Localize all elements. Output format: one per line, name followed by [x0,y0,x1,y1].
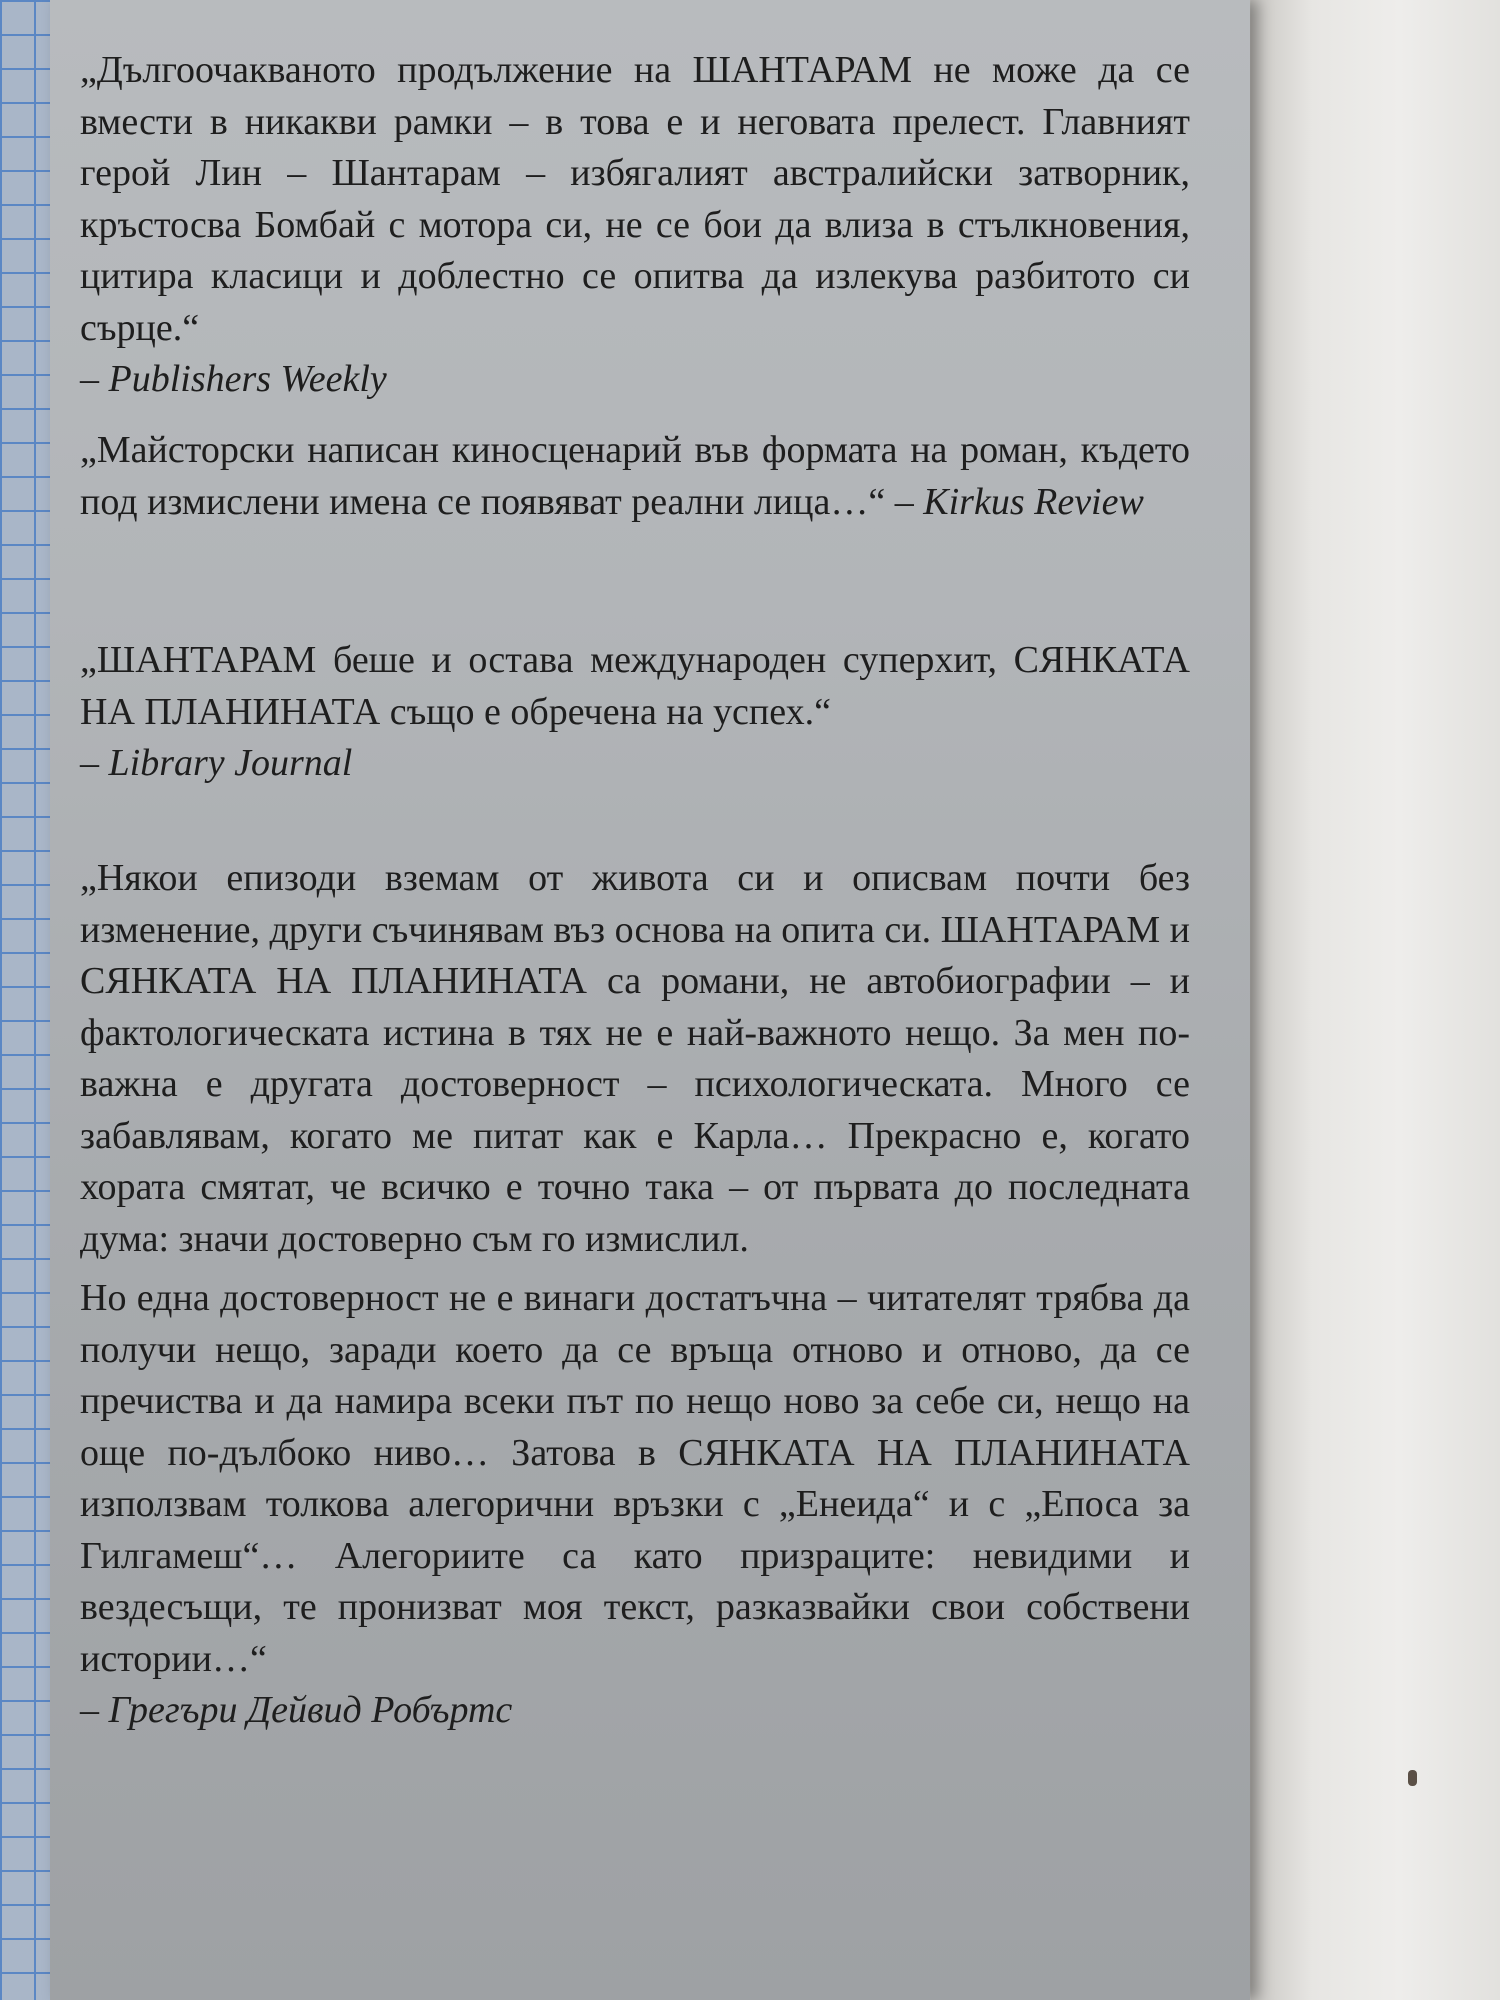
review-quote [80,425,1190,528]
review-quote-text: „Майсторски написан киносценарий във формата на роман, където под измислени имена се появяват реални лица…“ [80,429,1190,523]
review-attribution: – Kirkus Review [894,480,1144,523]
author-attribution: – Грегъри Дейвид Робъртс [80,1689,513,1731]
author-quote [80,853,1190,1737]
review-kirkus [80,425,1190,635]
review-library-journal [80,635,1190,853]
review-quote: „ШАНТАРАМ беше и остава международен суперхит, СЯНКАТА НА ПЛАНИНАТА също е обречена на успех.“ [80,639,1190,733]
review-blurbs [80,45,1190,1737]
page-mark [1408,1770,1417,1786]
review-publishers-weekly [80,45,1190,425]
review-quote: „Дългоочакваното продължение на ШАНТАРАМ не може да се вмести в никакви рамки – в това е и неговата прелест. Главният герой Лин – Шантарам – избягалият австралийски затворник, кръстосва Бомбай с мотора си, не се бои да влиза в стълкновения, цитира класици и доблестно се опитва да излекува разбитото си сърце.“ [80,49,1190,349]
review-attribution: – Library Journal [80,742,353,784]
book-pages [1250,0,1500,2000]
author-quote-paragraph: „Някои епизоди вземам от живота си и описвам почти без изменение, други съчинявам въз основа на опита си. ШАНТАРАМ и СЯНКАТА НА ПЛАНИНАТА са романи, не автобиографии – и фактологическата истина в тях не е най-важното нещо. За мен по-важна е другата достоверност – психологическата. Много се забавлявам, когато ме питат как е Карла… Прекрасно е, когато хората смятат, че всичко е точно така – от първата до последната дума: значи достоверно съм го измислил. [80,857,1190,1260]
author-quote-paragraph: Но една достоверност не е винаги достатъчна – читателят трябва да получи нещо, заради което да се връща отново и отново, да се пречиства и да намира всеки път по нещо ново за себе си, нещо на още по-дълбоко ниво… Затова в СЯНКАТА НА ПЛАНИНАТА използвам толкова алегорични връзки с „Енеида“ и с „Епоса за Гилгамеш“… Алегориите са като призраците: невидими и вездесъщи, те пронизват моя текст, разказвайки свои собствени истории…“ [80,1277,1190,1680]
review-attribution: – Publishers Weekly [80,358,387,400]
